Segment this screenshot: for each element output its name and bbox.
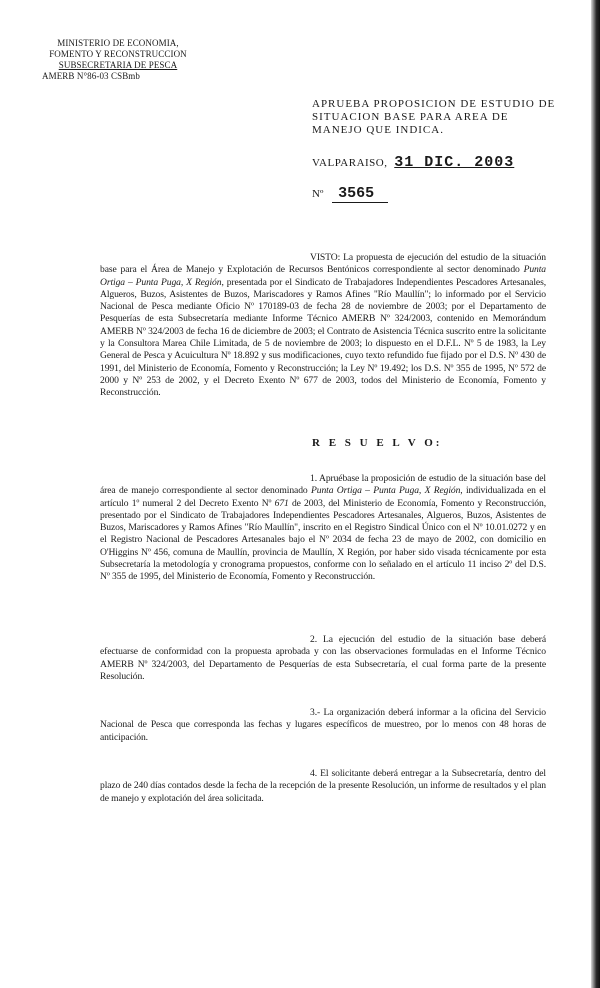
visto-text-2: , presentada por el Sindicato de Trabajadores Independientes Pescadores Artesanales, Algueros, Buzos, Asistentes de Buzos, Mariscadores y Ramos Afines "Río Maullín"; lo informado por el Servicio Nacional de Pesca mediante Oficio Nº 170189-03 de fecha 28 de noviembre de 2003; por el Departamento de Pesquerías de esta Subsecretaría mediante Informe Técnico AMERB Nº 324/2003, contenido en Memorándum AMERB Nº 324/2003 de fecha 16 de diciembre de 2003; el Contrato de Asistencia Técnica suscrito entre la solicitante y la Consultora Marea Chile Limitada, de 5 de noviembre de 2003; lo dispuesto en el D.F.L. Nº 5 de 1983, la Ley General de Pesca y Acuicultura Nº 18.892 y sus modificaciones, cuyo texto refundido fue fijado por el D.S. Nº 430 de 1991, del Ministerio de Economía, Fomento y Reconstrucción; la Ley Nº 19.492; los D.S. Nº 355 de 1995, Nº 572 de 2000 y Nº 253 de 2002, y el Decreto Exento Nº 677 de 2003, todos del Ministerio de Economía, Fomento y Reconstrucción. — [100, 276, 546, 399]
resolution-number-line — [312, 185, 388, 203]
visto-lead: VISTO: — [310, 252, 341, 263]
number-label: Nº — [312, 188, 324, 200]
article-1-sector: Punta Ortiga – Punta Puga, X Región — [310, 485, 461, 497]
letterhead-ministry: MINISTERIO DE ECONOMIA, — [57, 38, 179, 48]
visto-sector: Punta Ortiga – Punta Puga, X Región — [100, 264, 546, 288]
resolution-article-1 — [100, 473, 546, 584]
letterhead — [28, 38, 208, 82]
letterhead-reference-code: AMERB N°86-03 CSBmb — [42, 71, 141, 81]
date-stamp: 31 DIC. 2003 — [394, 154, 515, 171]
article-1-text-3: de 2003, del Ministerio de Economía, Fomento y Reconstrucción, presentado por el Sindicato de Trabajadores Independientes Pescadores Artesanales, Algueros, Buzos, Asistentes de Buzos, Mariscadores y Ramos Afines "Río Maullín", inscrito en el Registro Sindical Único con el Nº 10.01.0272 y en el Registro Nacional de Pescadores Artesanales bajo el Nº 2034 de fecha 23 de mayo de 2002, con domicilio en O'Higgins Nº 456, comuna de Maullín, provincia de Maullín, X Región, por haber sido visada técnicamente por esta Subsecretaría la metodología y cronograma propuestos, conforme con lo señalado en el artículo 11 inciso 2º del D.S. Nº 355 de 1995, del Ministerio de Economía, Fomento y Reconstrucción. — [100, 497, 546, 583]
article-4-text: 4. El solicitante deberá entregar a la Subsecretaría, dentro del plazo de 240 días contados desde la fecha de la recepción de la presente Resolución, un informe de resultados y el plan de manejo y explotación del área solicitada. — [100, 768, 546, 804]
letterhead-ministry-cont: FOMENTO Y RECONSTRUCCION — [49, 49, 187, 59]
resolution-number: 3565 — [332, 185, 388, 203]
article-3-text: 3.- La organización deberá informar a la oficina del Servicio Nacional de Pesca que corresponda las fechas y lugares específicos de muestreo, por lo menos con 48 horas de anticipación. — [100, 707, 546, 743]
scan-edge-shadow — [591, 0, 600, 988]
article-1-lead: 1. Apruébase la proposición de estudio de la situación base del área de manejo correspondiente al sector denominado — [100, 473, 546, 497]
resuelvo-heading: R E S U E L V O: — [312, 437, 443, 449]
document-title: APRUEBA PROPOSICION DE ESTUDIO DE SITUACION BASE PARA AREA DE MANEJO QUE INDICA. — [312, 98, 556, 136]
letterhead-subsecretaria: SUBSECRETARIA DE PESCA — [58, 60, 178, 70]
resolution-article-4 — [100, 768, 546, 805]
resolution-article-3 — [100, 707, 546, 744]
article-1-decree: 671 — [274, 497, 289, 509]
resolution-article-2 — [100, 634, 546, 683]
visto-text-1: La propuesta de ejecución del estudio de la situación base para el Área de Manejo y Explotación de Recursos Bentónicos correspondiente al sector denominado — [100, 252, 546, 276]
place-date-line — [312, 154, 514, 171]
visto-paragraph — [100, 252, 546, 400]
article-2-text: 2. La ejecución del estudio de la situación base deberá efectuarse de conformidad con la propuesta aprobada y con las observaciones formuladas en el Informe Técnico AMERB Nº 324/2003, del Departamento de Pesquerías de esta Subsecretaría, el cual forma parte de la presente Resolución. — [100, 634, 546, 682]
place: VALPARAISO, — [312, 157, 388, 169]
article-1-text-2: , individualizada en el artículo 1º numeral 2 del Decreto Exento Nº — [100, 485, 546, 509]
